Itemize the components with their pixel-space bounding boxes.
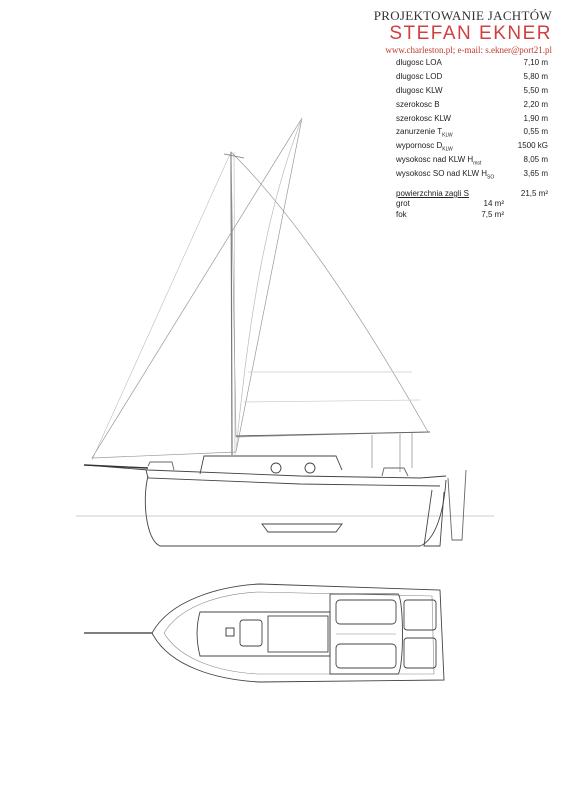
designer-name: STEFAN EKNER	[389, 23, 552, 44]
spec-label: dlugosc KLW	[396, 85, 443, 95]
spec-value: 1500 kG	[517, 141, 548, 151]
spec-value: 0,55 m	[523, 127, 548, 137]
spec-value: 8,05 m	[523, 155, 548, 165]
spec-label: zanurzenie $T_{KLW}$	[396, 127, 453, 140]
spec-label: wypornosc $D_{KLW}$	[396, 141, 453, 153]
spec-value: 7,10 m	[523, 58, 548, 67]
spec-label: wysokosc SO nad KLW $H_{SO}$	[396, 169, 495, 181]
spec-value: 5,50 m	[523, 85, 548, 95]
sail-label: grot	[396, 199, 410, 209]
spec-label: szerokosc B	[396, 99, 440, 109]
jib	[92, 118, 302, 458]
sail-area-label: powierzchnia zagli S	[396, 189, 469, 199]
spec-value: 3,65 m	[523, 169, 548, 179]
spec-label: dlugosc LOD	[396, 71, 443, 81]
mainsail	[231, 152, 428, 437]
sail-plan	[92, 118, 430, 472]
spec-label: dlugosc LOA	[396, 58, 442, 67]
firm-name: PROJEKTOWANIE JACHTÓW	[373, 8, 552, 23]
spec-value: 1,90 m	[523, 113, 548, 123]
contact-line: www.charleston.pl; e-mail: s.ekner@port21.pl	[385, 45, 552, 55]
deck-plan	[84, 584, 444, 682]
spec-value: 2,20 m	[523, 99, 548, 109]
spec-label: szerokosc KLW	[396, 113, 451, 123]
boom	[236, 432, 430, 436]
sail-value: 7,5 m²	[481, 209, 504, 219]
spec-value: 5,80 m	[523, 71, 548, 81]
sail-area-value: 21,5 m²	[520, 189, 548, 199]
sail-label: fok	[396, 209, 407, 219]
hull-profile	[84, 456, 466, 546]
sail-value: 14 m²	[483, 199, 504, 209]
spec-label: wysokosc nad KLW $H_{mst}$	[396, 155, 482, 167]
